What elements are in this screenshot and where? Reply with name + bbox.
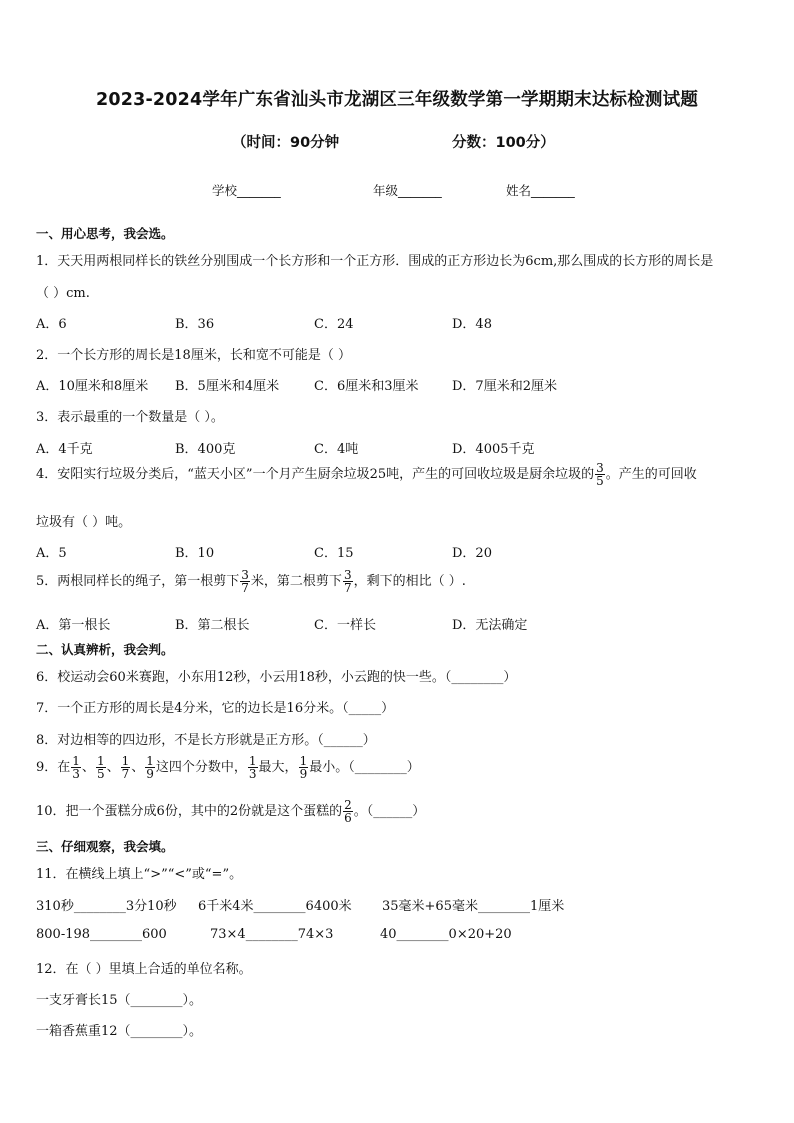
fraction: $\frac{1}{3}$ (72, 754, 80, 781)
fraction: $\frac{2}{6}$ (344, 798, 352, 825)
time-label: （时间：90分钟 (232, 135, 340, 151)
question-1-text-cont: （ ）cm. (36, 286, 90, 301)
q2-option-c[interactable]: C．6厘米和3厘米 (314, 379, 419, 394)
question-6-text: 6．校运动会60米赛跑，小东用12秒，小云用18秒，小云跑的快一些。（________） (36, 670, 517, 685)
question-10-text: 10．把一个蛋糕分成6份，其中的2份就是这个蛋糕的 $\frac{2}{6}$ 。（______） (36, 798, 426, 825)
q12-item[interactable]: 一箱香蕉重12（________）。 (36, 1024, 203, 1039)
q2-option-a[interactable]: A．10厘米和8厘米 (36, 379, 149, 394)
question-7-text: 7．一个正方形的周长是4分米，它的边长是16分米。（_____） (36, 701, 395, 716)
q11-item[interactable]: 310秒________3分10秒 (36, 899, 177, 914)
q1-option-d[interactable]: D．48 (452, 317, 492, 332)
question-4-text-cont: 垃圾有（ ）吨。 (36, 515, 132, 530)
q3-option-c[interactable]: C．4吨 (314, 442, 359, 457)
question-2-text: 2．一个长方形的周长是18厘米，长和宽不可能是（ ） (36, 348, 351, 363)
page-title: 2023-2024学年广东省汕头市龙湖区三年级数学第一学期期末达标检测试题 (95, 90, 699, 110)
q4-option-c[interactable]: C．15 (314, 546, 354, 561)
q3-option-a[interactable]: A．4千克 (36, 442, 93, 457)
q4-option-d[interactable]: D．20 (452, 546, 492, 561)
fraction: $\frac{3}{7}$ (241, 568, 249, 595)
q3-option-d[interactable]: D．4005千克 (452, 442, 535, 457)
question-3-text: 3．表示最重的一个数量是（ ）。 (36, 410, 224, 425)
fraction: $\frac{1}{7}$ (121, 754, 130, 781)
fraction: $\frac{1}{3}$ (248, 754, 257, 781)
q11-item[interactable]: 40________0×20+20 (380, 927, 512, 942)
q11-item[interactable]: 35毫米+65毫米________1厘米 (382, 899, 565, 914)
fraction: $\frac{3}{7}$ (343, 568, 352, 595)
q5-option-a[interactable]: A．第一根长 (36, 618, 111, 633)
section-heading: 一、用心思考，我会选。 (36, 226, 174, 241)
fraction: $\frac{3}{5}$ (596, 461, 604, 488)
q1-option-c[interactable]: C．24 (314, 317, 354, 332)
question-11-text: 11．在横线上填上“>”“<”或“=”。 (36, 867, 243, 882)
question-9-text: 9．在 $\frac{1}{3}$ 、 $\frac{1}{5}$ 、 $\frac{1}{7}$ 、 $\frac{1}{9}$ 这四个分数中， $\frac{1}{3}$ 最大， $\frac{1}{9}$ 最小。（________） (36, 754, 420, 781)
q4-option-b[interactable]: B．10 (175, 546, 215, 561)
fraction: $\frac{1}{9}$ (299, 754, 308, 781)
question-1-text: 1．天天用两根同样长的铁丝分别围成一个长方形和一个正方形．围成的正方形边长为6cm,那么围成的长方形的周长是 (36, 254, 714, 269)
section-heading: 三、仔细观察，我会填。 (36, 839, 174, 854)
fraction: $\frac{1}{5}$ (96, 754, 105, 781)
q12-item[interactable]: 一支牙膏长15（________）。 (36, 993, 203, 1008)
q4-text-b: 。产生的可回收 (605, 467, 697, 482)
q2-option-b[interactable]: B．5厘米和4厘米 (175, 379, 280, 394)
q4-text-a: 4．安阳实行垃圾分类后，“蓝天小区”一个月产生厨余垃圾25吨，产生的可回收垃圾是厨余垃圾的 (36, 467, 595, 482)
q11-item[interactable]: 73×4________74×3 (210, 927, 334, 942)
q5-option-b[interactable]: B．第二根长 (175, 618, 250, 633)
q5-option-d[interactable]: D．无法确定 (452, 618, 528, 633)
question-12-text: 12．在（ ）里填上合适的单位名称。 (36, 962, 252, 977)
fraction: $\frac{1}{9}$ (146, 754, 154, 781)
student-info (0, 181, 794, 201)
name-field[interactable]: 姓名_______ (506, 183, 575, 198)
exam-meta (0, 131, 794, 151)
school-field[interactable]: 学校_______ (212, 183, 281, 198)
q3-option-b[interactable]: B．400克 (175, 442, 236, 457)
question-5-text: 5．两根同样长的绳子，第一根剪下 $\frac{3}{7}$ 米，第二根剪下 $\frac{3}{7}$ ，剩下的相比（ ）. (36, 568, 466, 595)
q4-option-a[interactable]: A．5 (36, 546, 67, 561)
q2-option-d[interactable]: D．7厘米和2厘米 (452, 379, 557, 394)
q5-option-c[interactable]: C．一样长 (314, 618, 376, 633)
question-8-text: 8．对边相等的四边形，不是长方形就是正方形。（______） (36, 733, 376, 748)
q11-item[interactable]: 800-198________600 (36, 927, 167, 942)
section-heading: 二、认真辨析，我会判。 (36, 642, 174, 657)
question-4-text (36, 462, 697, 487)
q1-option-a[interactable]: A．6 (36, 317, 67, 332)
q1-option-b[interactable]: B．36 (175, 317, 215, 332)
q11-item[interactable]: 6千米4米________6400米 (198, 899, 352, 914)
grade-field[interactable]: 年级_______ (373, 183, 442, 198)
score-label: 分数：100分） (452, 135, 555, 151)
